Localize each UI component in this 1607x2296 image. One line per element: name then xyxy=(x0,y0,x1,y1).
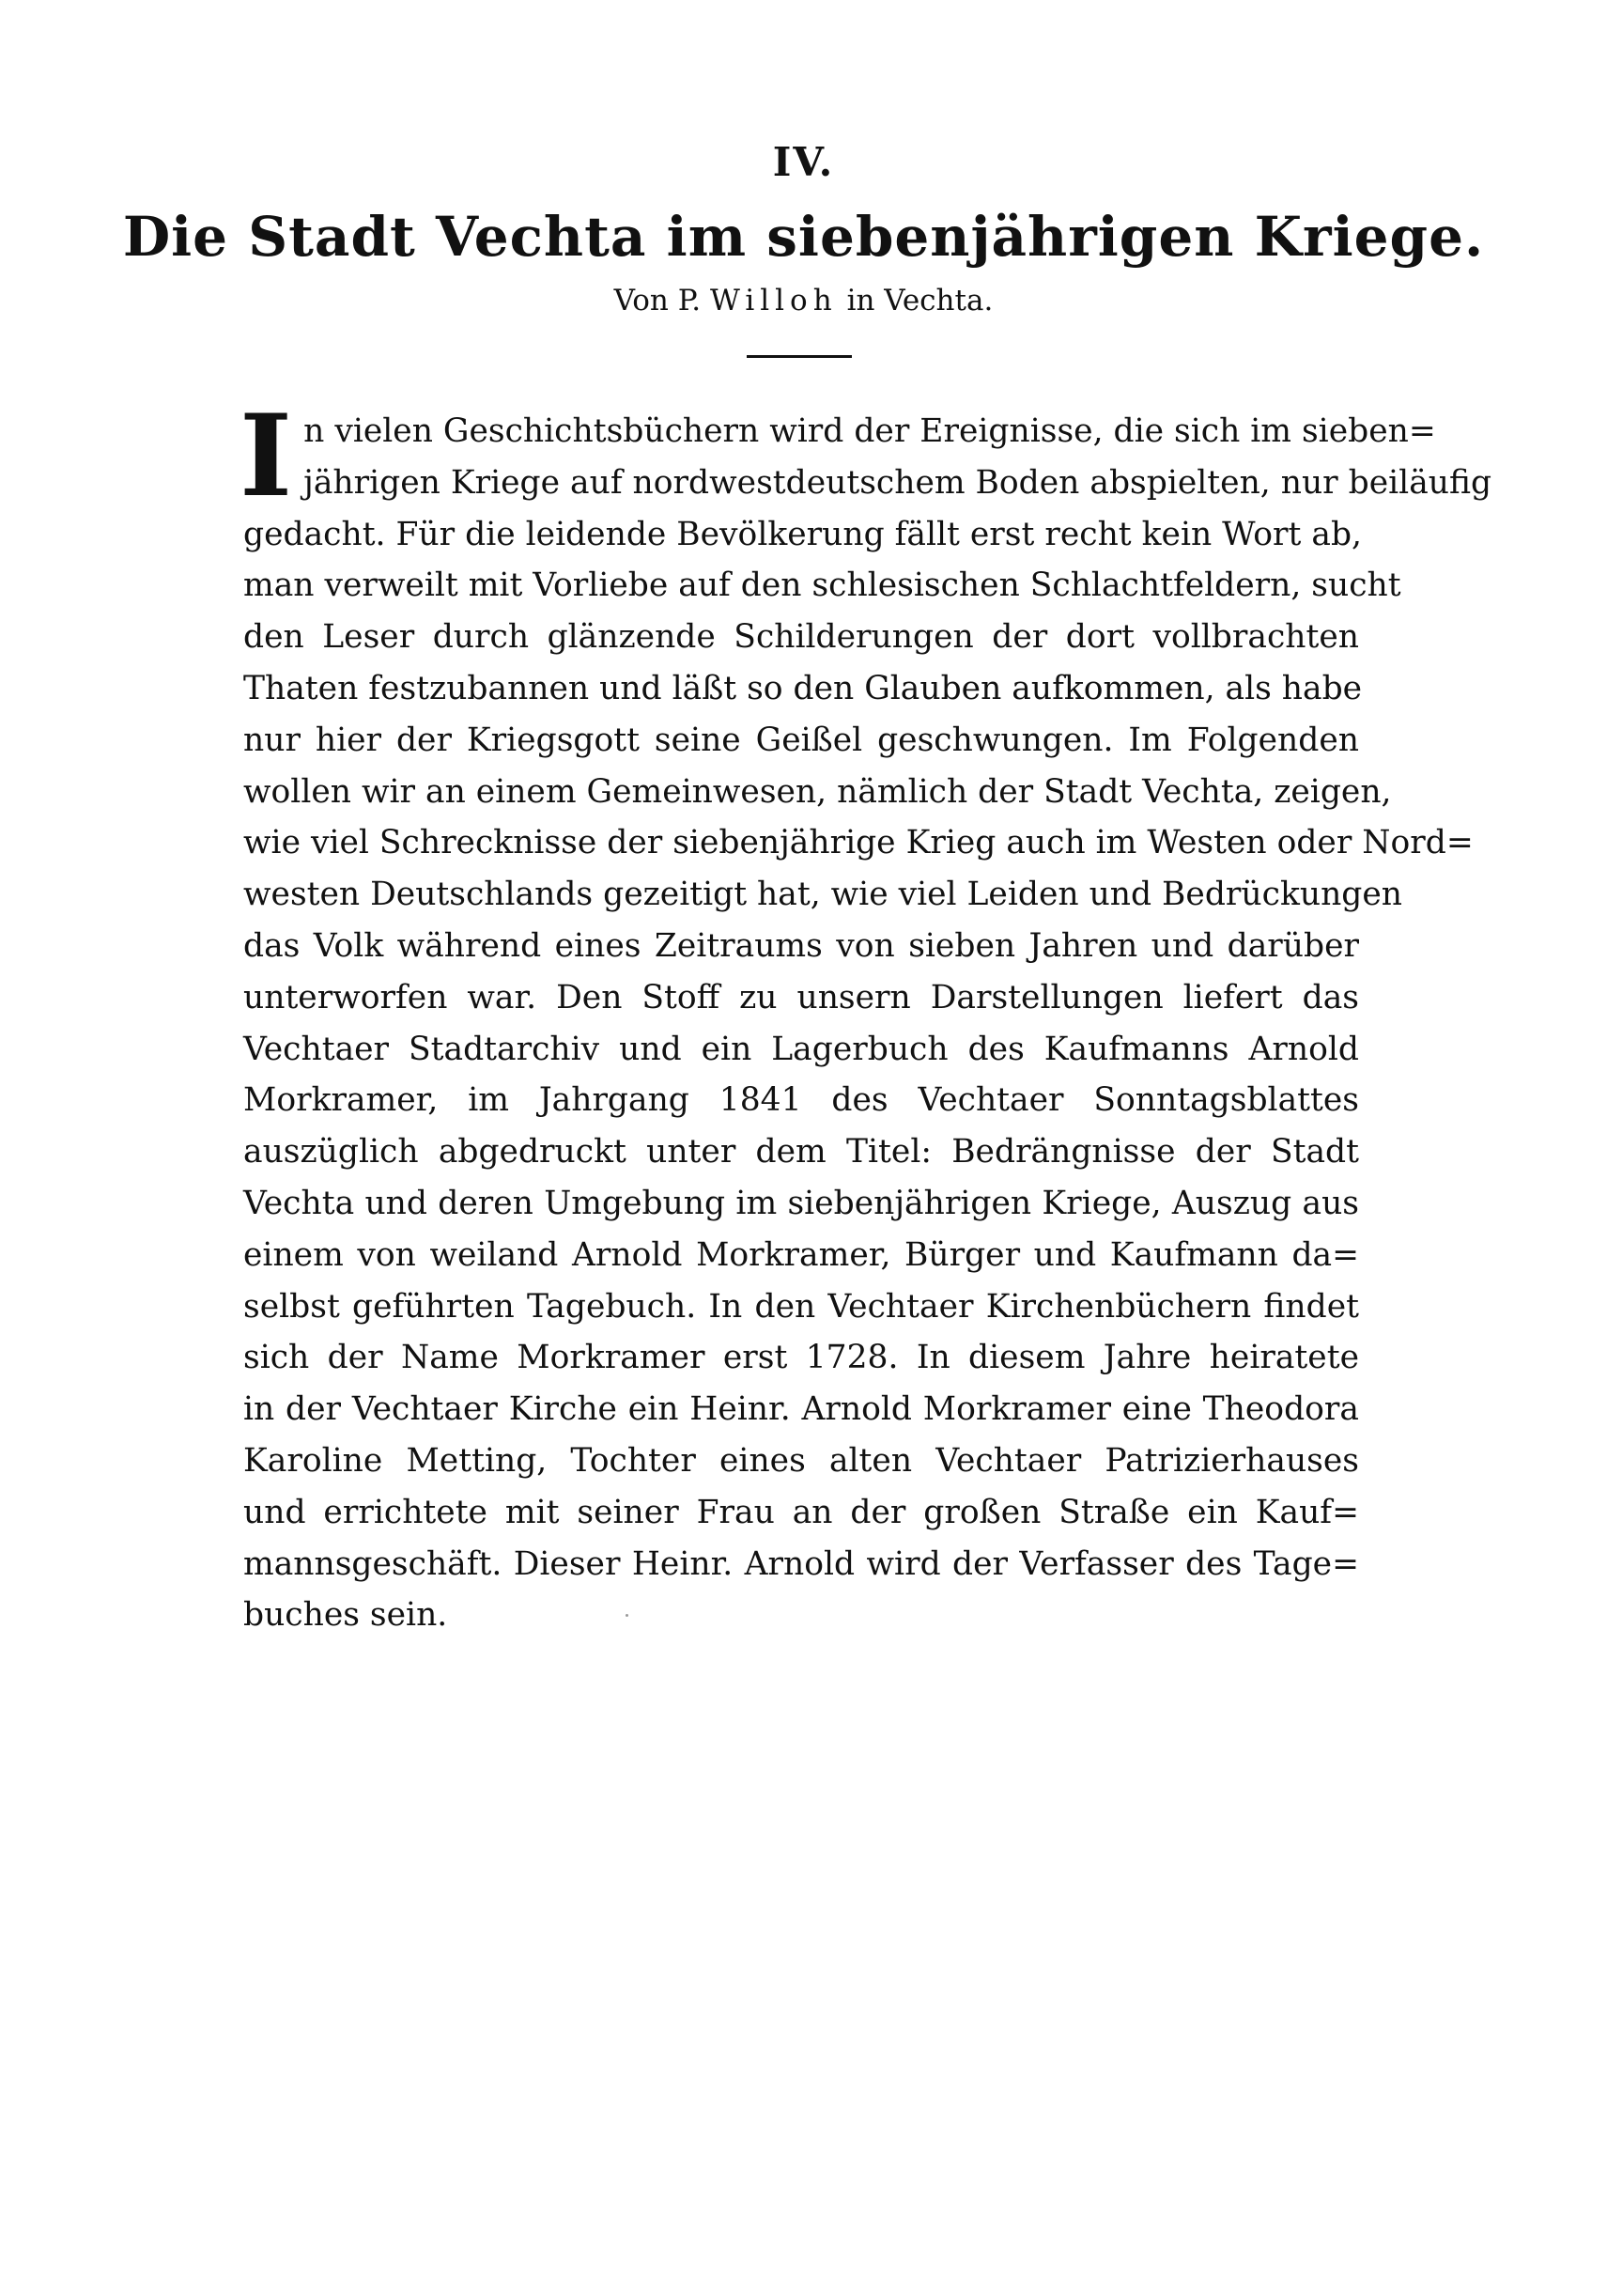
article-title: Die Stadt Vechta im siebenjährigen Kriege. xyxy=(122,205,1485,269)
body-line: westen Deutschlands gezeitigt hat, wie viel Leiden und Bedrückungen xyxy=(243,876,1403,914)
body-line: in der Vechtaer Kirche ein Heinr. Arnold Morkramer eine Theodora xyxy=(243,1390,1359,1429)
drop-cap: I xyxy=(240,390,293,522)
byline xyxy=(0,284,1607,318)
body-line: Karoline Metting, Tochter eines alten Vechtaer Patrizierhauses xyxy=(243,1441,1359,1480)
body-line: Vechta und deren Umgebung im siebenjährigen Kriege, Auszug aus xyxy=(243,1184,1359,1222)
body-line: wollen wir an einem Gemeinwesen, nämlich der Stadt Vechta, zeigen, xyxy=(243,772,1392,811)
body-line: Thaten festzubannen und läßt so den Glauben aufkommen, als habe xyxy=(243,669,1363,707)
body-line: auszüglich abgedruckt unter dem Titel: Bedrängnisse der Stadt xyxy=(243,1133,1359,1171)
body-line: das Volk während eines Zeitraums von sieben Jahren und darüber xyxy=(243,926,1359,965)
body-line: unterworfen war. Den Stoff zu unsern Darstellungen liefert das xyxy=(243,978,1359,1016)
byline-prefix: Von P. xyxy=(613,284,702,318)
body-line: selbst geführten Tagebuch. In den Vechtaer Kirchenbüchern findet xyxy=(243,1287,1359,1326)
body-line: Morkramer, im Jahrgang 1841 des Vechtaer Sonntagsblattes xyxy=(243,1081,1359,1120)
body-line: jährigen Kriege auf nordwestdeutschem Boden abspielten, nur beiläufig xyxy=(303,463,1492,502)
body-line: sich der Name Morkramer erst 1728. In diesem Jahre heiratete xyxy=(243,1339,1359,1377)
body-line: n vielen Geschichtsbüchern wird der Ereignisse, die sich im sieben= xyxy=(303,412,1436,450)
paper-speck xyxy=(626,1614,628,1617)
body-line: nur hier der Kriegsgott seine Geißel geschwungen. Im Folgenden xyxy=(243,721,1359,759)
body-line: und errichtete mit seiner Frau an der großen Straße ein Kauf= xyxy=(243,1493,1359,1531)
body-line: wie viel Schrecknisse der siebenjährige Krieg auch im Westen oder Nord= xyxy=(243,824,1474,862)
byline-suffix: in Vechta. xyxy=(846,284,994,318)
chapter-number: IV. xyxy=(772,139,835,185)
byline-author: Willoh xyxy=(710,284,838,318)
title-divider xyxy=(747,355,852,358)
article-body xyxy=(240,390,1492,1641)
body-line: man verweilt mit Vorliebe auf den schlesischen Schlachtfeldern, sucht xyxy=(243,566,1401,605)
body-line: den Leser durch glänzende Schilderungen der dort vollbrachten xyxy=(243,618,1359,657)
body-line: einem von weiland Arnold Morkramer, Bürger und Kaufmann da= xyxy=(243,1235,1359,1274)
body-line: gedacht. Für die leidende Bevölkerung fällt erst recht kein Wort ab, xyxy=(243,515,1362,553)
body-line: buches sein. xyxy=(243,1596,448,1635)
body-line: mannsgeschäft. Dieser Heinr. Arnold wird der Verfasser des Tage= xyxy=(243,1544,1359,1583)
body-line: Vechtaer Stadtarchiv und ein Lagerbuch des Kaufmanns Arnold xyxy=(243,1030,1359,1068)
